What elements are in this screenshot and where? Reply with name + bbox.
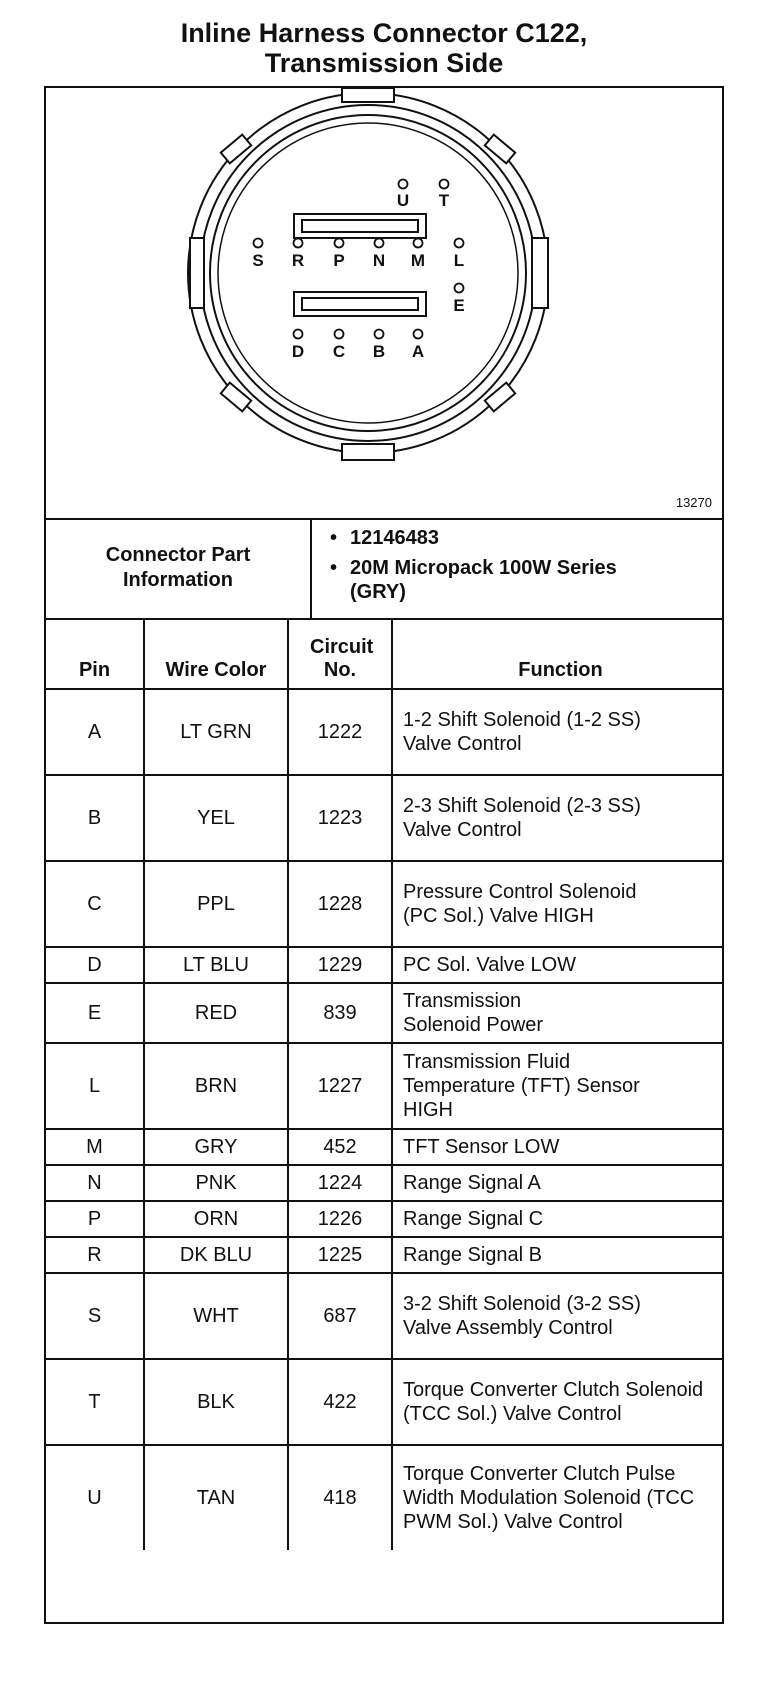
part-info-label-text: Connector Part Information (105, 544, 251, 591)
pin-label: M (410, 251, 426, 270)
table-row (46, 1043, 722, 1129)
function-cell: Range Signal B (392, 1237, 722, 1273)
connector-face-drawing (46, 88, 722, 518)
wire-color-cell: GRY (144, 1129, 288, 1165)
pin-cell: U (46, 1445, 144, 1550)
pin-label: U (396, 191, 410, 210)
function-cell: Torque Converter Clutch Pulse Width Modulation Solenoid (TCC PWM Sol.) Valve Control (392, 1445, 722, 1550)
pin-cell: A (46, 689, 144, 775)
table-row (46, 1129, 722, 1165)
part-info-list (328, 526, 650, 610)
circuit-cell: 1229 (288, 947, 392, 983)
wire-color-cell: DK BLU (144, 1237, 288, 1273)
wire-color-cell: WHT (144, 1273, 288, 1359)
circuit-cell: 1226 (288, 1201, 392, 1237)
pin-label: C (332, 342, 346, 361)
part-number: • 12146483 (328, 526, 650, 550)
pin-cell: D (46, 947, 144, 983)
wire-color-cell: RED (144, 983, 288, 1043)
pin-label: T (438, 191, 450, 210)
function-cell: Range Signal C (392, 1201, 722, 1237)
pin-label: A (411, 342, 425, 361)
function-cell: 2-3 Shift Solenoid (2-3 SS) Valve Control (392, 775, 722, 861)
figure-id: 13270 (675, 495, 712, 510)
function-cell: Torque Converter Clutch Solenoid (TCC Sol.) Valve Control (392, 1359, 722, 1445)
pin-cell: N (46, 1165, 144, 1201)
title-line-2: Transmission Side (264, 48, 504, 78)
pin-cell: P (46, 1201, 144, 1237)
circuit-cell: 1227 (288, 1043, 392, 1129)
pin-label: B (372, 342, 386, 361)
function-cell: 3-2 Shift Solenoid (3-2 SS) Valve Assembly Control (392, 1273, 722, 1359)
wire-color-cell: LT BLU (144, 947, 288, 983)
pin-cell: L (46, 1043, 144, 1129)
pin-cell: C (46, 861, 144, 947)
table-row (46, 1359, 722, 1445)
connector-frame (44, 86, 724, 1624)
table-row (46, 775, 722, 861)
pin-cell: S (46, 1273, 144, 1359)
connector-diagram (46, 88, 722, 520)
circuit-cell: 1225 (288, 1237, 392, 1273)
table-row (46, 1445, 722, 1550)
pin-label: E (453, 296, 465, 315)
pin-label: P (333, 251, 345, 270)
circuit-cell: 839 (288, 983, 392, 1043)
wire-color-cell: BLK (144, 1359, 288, 1445)
pin-cell: M (46, 1129, 144, 1165)
pinout-table (46, 618, 722, 1550)
table-row (46, 1165, 722, 1201)
header-wire-color: Wire Color (144, 618, 288, 689)
wire-color-cell: PPL (144, 861, 288, 947)
header-circuit-no (288, 618, 392, 689)
circuit-cell: 1223 (288, 775, 392, 861)
circuit-cell: 687 (288, 1273, 392, 1359)
function-cell: Transmission Fluid Temperature (TFT) Sensor HIGH (392, 1043, 722, 1129)
circuit-cell: 1224 (288, 1165, 392, 1201)
function-cell: TFT Sensor LOW (392, 1129, 722, 1165)
pin-label: L (453, 251, 465, 270)
circuit-cell: 1228 (288, 861, 392, 947)
table-row (46, 1201, 722, 1237)
pin-cell: R (46, 1237, 144, 1273)
function-cell: 1-2 Shift Solenoid (1-2 SS) Valve Control (392, 689, 722, 775)
table-row (46, 1237, 722, 1273)
pin-cell: T (46, 1359, 144, 1445)
pin-cell: B (46, 775, 144, 861)
circuit-cell: 418 (288, 1445, 392, 1550)
header-circuit-text: Circuit No. (310, 636, 374, 681)
function-cell: PC Sol. Valve LOW (392, 947, 722, 983)
table-row (46, 983, 722, 1043)
page-title (0, 18, 768, 78)
connector-part-info (46, 518, 722, 620)
table-row (46, 861, 722, 947)
wire-color-cell: TAN (144, 1445, 288, 1550)
part-info-label (46, 518, 312, 618)
wire-color-cell: BRN (144, 1043, 288, 1129)
pin-label: R (291, 251, 305, 270)
function-cell: Transmission Solenoid Power (392, 983, 722, 1043)
pin-label: N (372, 251, 386, 270)
function-cell: Pressure Control Solenoid (PC Sol.) Valve HIGH (392, 861, 722, 947)
function-cell: Range Signal A (392, 1165, 722, 1201)
title-line-1: Inline Harness Connector C122, (180, 18, 588, 48)
wire-color-cell: YEL (144, 775, 288, 861)
pin-label: S (252, 251, 264, 270)
circuit-cell: 1222 (288, 689, 392, 775)
connector-series: • 20M Micropack 100W Series (GRY) (328, 556, 650, 604)
table-row (46, 1273, 722, 1359)
table-row (46, 689, 722, 775)
header-function: Function (392, 618, 722, 689)
wire-color-cell: LT GRN (144, 689, 288, 775)
table-header-row (46, 618, 722, 689)
table-row (46, 947, 722, 983)
wire-color-cell: PNK (144, 1165, 288, 1201)
header-pin: Pin (46, 618, 144, 689)
pin-cell: E (46, 983, 144, 1043)
wire-color-cell: ORN (144, 1201, 288, 1237)
pin-label: D (291, 342, 305, 361)
circuit-cell: 422 (288, 1359, 392, 1445)
circuit-cell: 452 (288, 1129, 392, 1165)
